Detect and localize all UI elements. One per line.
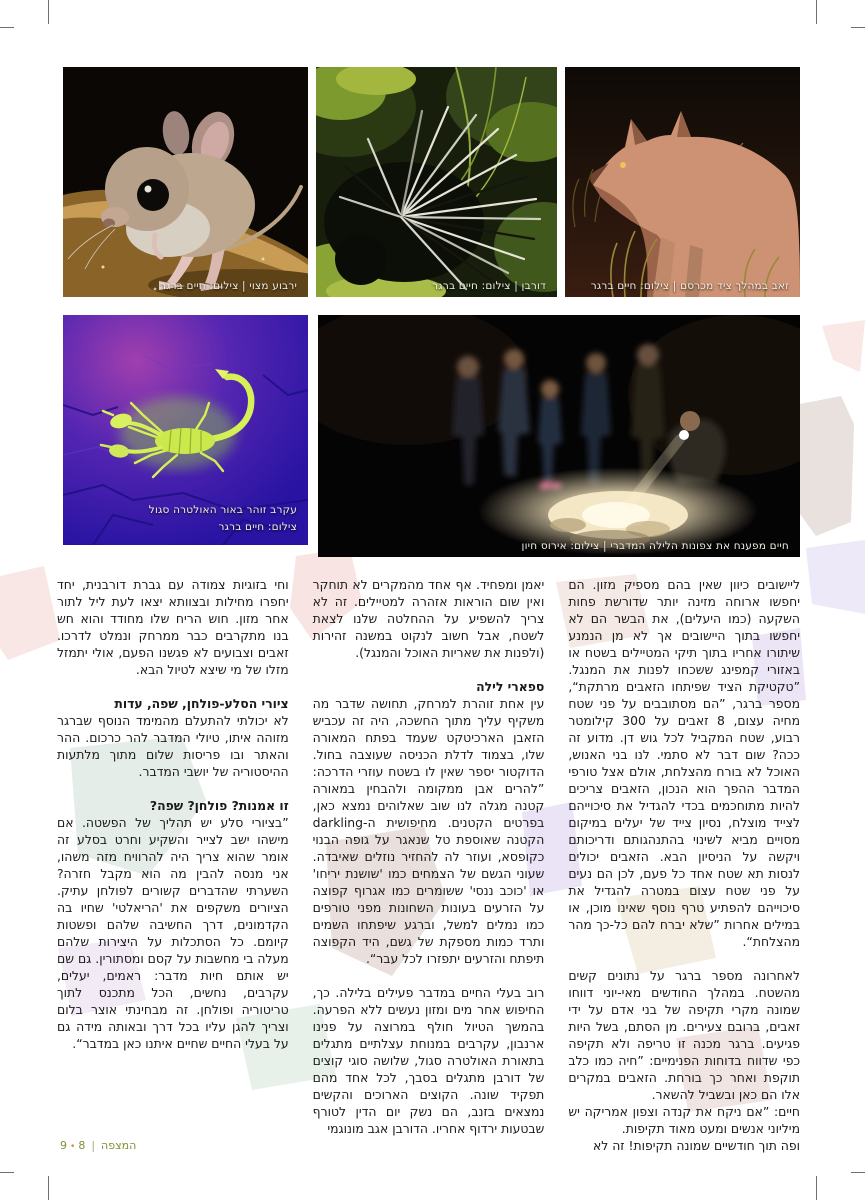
paragraph: ”בציורי סלע יש תהליך של הפשטה. אם מישהו ישב לצייר והשקיע וחרט בסלע זה אומר שהוא צריך היה להרוויח מזה משהו, אני מנסה להבין מה הוא מקבל חזרה? השערתי שהדברים קשורים לפולחן עתיק. הציורים משקפים את 'הריאלטי' שחיו בה הקדמונים, דרך החשיבה שלהם ופשטות קיומם. כל הסתכלות על היצירות שלהם מעלה בי מחשבות על קסם ומסתורין. גם שם יש אותם חיות מדבר: ראמים, יעלים, עקרבים, נחשים, הכל מתכנס לתוך טריטוריה ופולחן. זה מבחינתי אוצר בלום וצריך להגן עליו בכל דרך ובאותה מידה גם על בעלי החיים שחיים איתנו כאן במדבר“. (56, 815, 289, 1051)
section-heading-is-it-art: זו אמנות? פולחן? שפה? (149, 798, 289, 813)
flashlight-point (679, 430, 689, 440)
photo-scorpion (63, 315, 308, 545)
scorpion-caption-line2: צילום: חיים ברגר (218, 521, 297, 534)
paragraph: עין אחת זוהרת למרחק, תחושה שדבר מה משקיף עליך מתוך החשכה, היה זה עכביש הזאבן הארכיטקט שעמד בפתח המאורה שלו, בצמוד לדלת הכניסה שעוצבה בחול. הדוקטור יספר שאין לו בשטח עוזרי הדרכה: ”להרים אבן ממקומה ולהבחין במאורה קטנה מגלה לנו שוב שאלוהים נמצא כאן, בפרטים הקטנים. מחיפושית ה-darkling הקטנה שאוספת טל שנאגר על גופה הבנוי כקופסא, ועוזר לה להחזיר נוזלים שאיבדה. שעוני הגשם של הצמחים כמו 'שושנת יריחו' או 'כוכב ננסי' ששומרים כמו אגרוף קפוצה על הזרעים בעונות השחונות מפני טורפים כמו נמלים למשל, וברגע שיפתחו השמים ותרד כמות מספקת של גשם, היד הקפוצה תיפתח והזרעים יתפזרו לכל עבר“. (312, 696, 545, 966)
photo-caption-porcupine: דורבן | צילום: חיים ברגר (432, 280, 546, 292)
paragraph: וחי בזוגיות צמודה עם גברת דורבנית, יחד יחפרו מחילות ובצוותא יצאו לעת ליל לתור אחר מזון. חוש הריח שלו מחודד והוא חש בנו מתקרבים כבר ממרחק ונמלט לדרכו. זאבים וצבועים לא פגשנו הפעם, אולי יתמזל מזלו של מי שיצא לטיול הבא. (56, 577, 289, 677)
footer-separator: | (91, 1139, 96, 1152)
paragraph: רוב בעלי החיים במדבר פעילים בלילה. כך, החיפוש אחר מים ומזון נעשים ללא הפרעה. בהמשך הטיול חולף במרוצה על פנינו ארנבון, עקרבים במנוחת עצלתיים מתגלים בתאורת האולטרה סגול, שלושה סוגי קוצים של דורבן מתגלים בסבך, לכל אחד מהם תפקיד שונה. הקוצים הארוכים והקשים נמצאים בזנב, הם נשק יום הדין לטורף שבטעות ירדוף אחריו. הדורבן אגב מונוגמי (312, 985, 545, 1136)
page-number-9: 9 (60, 1139, 67, 1152)
wolf-illustration (565, 67, 800, 297)
paragraph: יאמן ומפחיד. אף אחד מהמקרים לא תוחקר ואין שום הוראות אזהרה למטיילים. זה לא צריך להשפיע על ההחלטה שלנו לצאת לשטח, אבל חשוב לנקוט במשנה זהירות (ולפנות את שאריות האוכל והמנגל). (312, 577, 545, 660)
jerboa-illustration (63, 67, 308, 297)
page-footer (60, 1139, 136, 1152)
photo-porcupine (316, 67, 557, 297)
scorpion-caption-line1: עקרב זוהר באור האולטרה סגול (148, 504, 297, 517)
crop-mark (48, 1176, 49, 1200)
paragraph: חיים: ”אם ניקח את קנדה וצפון אמריקה יש מיליוני אנשים ומעט מאוד תקיפות. (568, 1104, 800, 1136)
crop-mark (851, 27, 865, 28)
photo-caption-wolf: זאב במהלך ציד מכרסם | צילום: חיים ברגר (590, 280, 789, 292)
night-tour-illustration (318, 315, 800, 557)
footer-dot: • (70, 1142, 76, 1152)
crop-mark (816, 1176, 817, 1200)
photo-caption-night-tour: חיים מפענח את צפונות הלילה המדברי | צילום: אירוס חיון (521, 540, 789, 552)
photo-night-tour (318, 315, 800, 557)
section-heading-night-safari: ספארי לילה (476, 679, 545, 694)
photo-caption-scorpion (149, 502, 297, 536)
crop-mark (851, 1172, 865, 1173)
crop-mark (0, 27, 14, 28)
magazine-name: המצפה (101, 1139, 137, 1152)
crop-mark (48, 0, 49, 24)
paragraph: ופה תוך חודשיים שמונה תקיפות! זה לא (592, 1138, 800, 1153)
article-column-right (568, 576, 800, 1153)
section-heading-rock-art: ציורי הסלע-פולחן, שפה, עדות (114, 696, 289, 711)
crop-mark (816, 0, 817, 24)
photo-jerboa (63, 67, 308, 297)
photo-caption-jerboa: ירבוע מצוי | צילום: חיים ברגר (159, 280, 297, 292)
article-column-middle (313, 576, 545, 1142)
crop-mark (0, 1172, 14, 1173)
paragraph: לאחרונה מספר ברגר על נתונים קשים מהשטח. במהלך החודשים מאי-יוני דווחו שמונה מקרי תקיפה של בני אדם על ידי זאבים, ברובם צעירים. מן הסתם, בשל היות פגיעים. ברגר מכנה זו טריפה ולא תקיפה כפי שדווח בדוחות הפנימיים: ”חיה כמו כלב תוקפת ואחר כך בורחת. הזאבים במקרים אלו הם כאן ובשביל להשאר. (568, 968, 800, 1102)
article-column-left (57, 576, 289, 1142)
paragraph: ליישובים כיוון שאין בהם מספיק מזון. הם יחפשו ארוחה מזינה יותר שדורשת פחות השקעה (כמו היעלים), את הבשר הם לא יחפשו בתוך היישובים אך לא מן הנמנע שיתורו אחריו בתוך תיקי המטיילים בשטח או באזורי קמפינג ששכחו לפנות את המנגל. ”טקטיקת הציד שפיתחו הזאבים מרתקת“, מספר ברגר, ”הם מסתובבים על פני שטח מחיה עצום, 8 זאבים על 300 קילומטר רבוע, שטח המקביל לכל גוש דן. מדוע זה ככה? שום דבר לא סתמי. לנו בני האנוש, האוכל לא בורח מהצלחת, אולם אצל טורפי המדבר ההפך הוא הנכון, הזאבים צריכים להיות מתוחכמים בכדי להגדיל את סיכוייהם לצייד מוצלח, נסיון צייד של יעלים במיקום מסויים מביא לשינוי בהתנהגותם ודריכותם ויקשה על הניסיון הבא. הזאבים יכולים לנסות תא שטח אחד כל פעם, לכן הם נעים על פני שטח עצום במטרה להגדיל את סיכוייהם להפתיע טרף נוסף שאינו מוכן, או במילים אחרות ”שלא יברח להם כל-כך מהר מהצלחת“. (568, 577, 800, 949)
porcupine-illustration (316, 67, 557, 297)
paragraph: לא יכולתי להתעלם מהמימד הנוסף שברגר מזוהה איתו, טיולי המדבר להר כרכום. ההר והאתר ובו פריסות שלום מתוך מלתעות ההיסטוריה של יושבי המדבר. (56, 713, 289, 779)
page-number-8: 8 (78, 1139, 86, 1152)
photo-wolf (565, 67, 800, 297)
